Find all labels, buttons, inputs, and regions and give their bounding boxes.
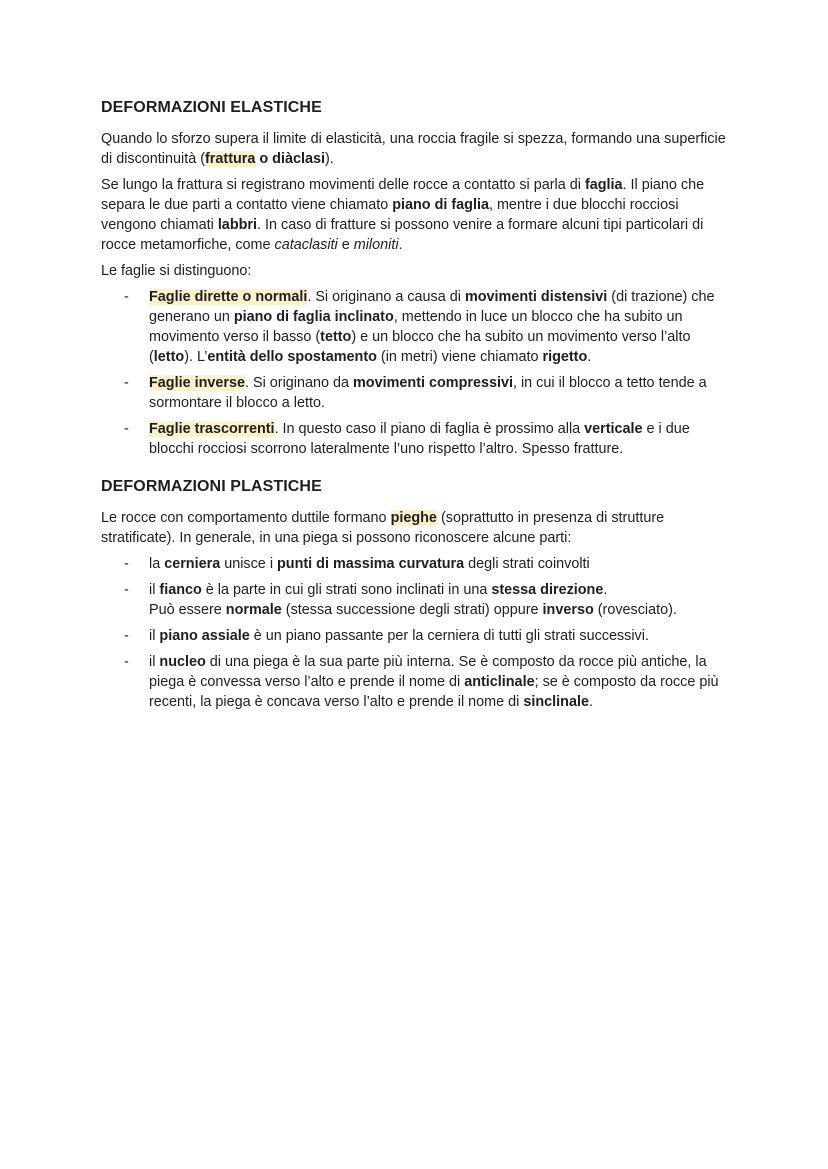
paragraph-fault-types-intro [101,261,731,281]
list-item-text [149,421,690,457]
highlighted-text: Faglie trascorrenti [149,421,275,437]
text-run: degli strati coinvolti [464,556,590,572]
text-run: unisce i [220,556,278,572]
bold-text: piano di faglia inclinato [233,309,394,325]
text-run: ) e un blocco che ha subito un movimento verso l’alto ( [149,329,691,365]
fault-types-list [101,287,731,459]
list-item [101,652,731,712]
bold-text: normale [225,602,282,618]
text-run: . Si originano a causa di [307,289,465,305]
bold-text: sinclinale [523,694,589,710]
bold-text: anticlinale [464,674,535,690]
bold-text: movimenti distensivi [464,289,608,305]
highlighted-text: frattura [205,151,256,167]
list-item [101,554,731,574]
bold-text: entità dello spostamento [207,349,377,365]
list-item-text [149,375,707,411]
text-run: , in cui il blocco a tetto tende a sormontare il blocco a letto. [149,375,707,411]
paragraph-fracture [101,129,731,169]
bold-text: fianco [159,582,202,598]
bold-text: nucleo [159,654,206,670]
bold-text: labbri [217,217,257,233]
section-title-plastic: DEFORMAZIONI PLASTICHE [101,478,322,495]
text-run: il [149,582,160,598]
list-item [101,626,731,646]
bold-text: o diàclasi [255,151,325,167]
text-run: (stessa successione degli strati) oppure [281,602,543,618]
text-run: . [587,349,592,365]
list-item-text [149,289,714,365]
text-run: (in metri) viene chiamato [376,349,543,365]
text-run: . Il piano che separa le due parti a contatto viene chiamato [101,177,705,213]
text-run: ; se è composto da rocce più recenti, la piega è concava verso l’alto e prende il nome di [149,674,719,710]
bold-text: verticale [584,421,643,437]
bold-text: letto [153,349,185,365]
text-run: Può essere [149,602,226,618]
text-run: e [337,237,354,253]
text-run: (di trazione) che generano un [149,289,715,325]
list-bullet-dash: - [124,289,129,305]
highlighted-text: Faglie inverse [149,375,245,391]
text-run: Quando lo sforzo supera il limite di elasticità, una roccia fragile si spezza, formando una superficie di discontinuità ( [101,131,726,167]
list-item-text [149,556,590,572]
list-item-text [149,582,677,618]
text-run: il [149,654,160,670]
document-page [101,98,731,718]
bold-text: inverso [542,602,594,618]
text-run: , mettendo in luce un blocco che ha subito un movimento verso il basso ( [149,309,683,345]
text-run: Le rocce con comportamento duttile formano [101,510,391,526]
bold-text: tetto [320,329,352,345]
paragraph-folds [101,508,731,548]
list-bullet-dash: - [124,582,129,598]
highlighted-text: Faglie dirette o normali [149,289,308,305]
fold-parts-list [101,554,731,712]
list-bullet-dash: - [124,556,129,572]
bold-text: faglia [584,177,623,193]
bold-text: piano di faglia [392,197,489,213]
text-run: la [149,556,165,572]
bold-text: piano assiale [159,628,250,644]
list-item [101,419,731,459]
text-run: Le faglie si distinguono: [101,263,252,279]
italic-text: miloniti [353,237,399,253]
text-run: è la parte in cui gli strati sono inclinati in una [201,582,492,598]
text-run: . In caso di fratture si possono venire a formare alcuni tipi particolari di rocce metamorfiche, come [101,217,704,253]
list-item-text [149,654,719,710]
section-title-elastic: DEFORMAZIONI ELASTICHE [101,99,322,116]
text-run: (soprattutto in presenza di strutture stratificate). In generale, in una piega si possono riconoscere alcune parti: [101,510,665,546]
list-bullet-dash: - [124,421,129,437]
bold-text: stessa direzione [491,582,604,598]
text-run: Se lungo la frattura si registrano movimenti delle rocce a contatto si parla di [101,177,585,193]
bold-text: movimenti compressivi [353,375,513,391]
list-bullet-dash: - [124,628,129,644]
list-bullet-dash: - [124,654,129,670]
text-run: ). [324,151,334,167]
paragraph-fault [101,175,731,255]
text-run: . [588,694,593,710]
list-bullet-dash: - [124,375,129,391]
text-run: di una piega è la sua parte più interna. Se è composto da rocce più antiche, la piega è convessa verso l’alto e prende il nome di [149,654,707,690]
bold-text: cerniera [164,556,221,572]
text-run: e i due blocchi rocciosi scorrono lateralmente l’uno rispetto l’altro. Spesso fratture. [149,421,690,457]
list-item-text [149,628,649,644]
italic-text: cataclasiti [274,237,338,253]
text-run: . [603,582,608,598]
text-run: il [149,628,160,644]
text-run: . Si originano da [245,375,354,391]
text-run: . [398,237,403,253]
list-item [101,373,731,413]
text-run: ). L’ [184,349,208,365]
text-run: è un piano passante per la cerniera di tutti gli strati successivi. [249,628,649,644]
highlighted-text: pieghe [390,510,437,526]
bold-text: punti di massima curvatura [277,556,465,572]
bold-text: rigetto [542,349,588,365]
text-run: , mentre i due blocchi rocciosi vengono chiamati [101,197,679,233]
text-run: (rovesciato). [593,602,677,618]
text-run: . In questo caso il piano di faglia è prossimo alla [274,421,585,437]
list-item [101,287,731,367]
list-item [101,580,731,620]
